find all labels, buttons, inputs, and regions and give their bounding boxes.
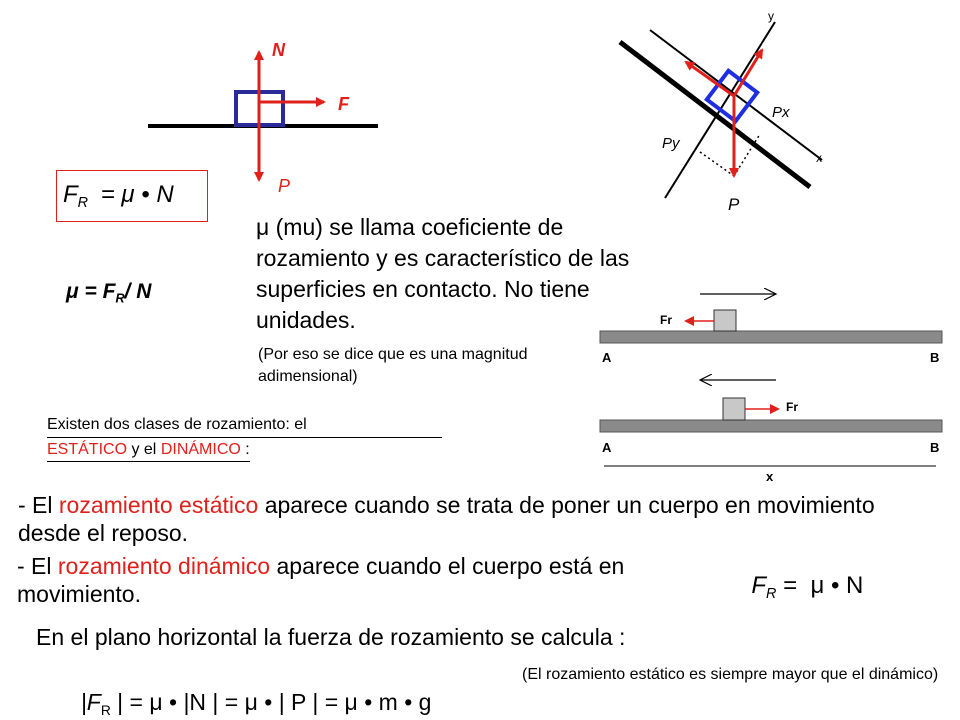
label-p2: P	[728, 195, 740, 214]
friction-types-intro: Existen dos clases de rozamiento: el ESTÁTICO y el DINÁMICO :	[47, 413, 442, 462]
lower-b-label: B	[930, 440, 940, 455]
label-x: x	[816, 151, 822, 165]
upper-a-label: A	[602, 350, 612, 365]
label-px: Px	[772, 104, 790, 121]
label-p: P	[278, 176, 291, 196]
upper-fr-label: Fr	[660, 313, 672, 327]
friction-formula-box: $F_R = \mu$ • N	[56, 170, 208, 222]
mu-formula: $\mu = F_R/$ N	[66, 280, 152, 306]
lower-block	[723, 398, 745, 420]
lower-bar	[600, 420, 942, 432]
horizontal-friction-formula: $|F_R$ | = μ • |N | = μ • | P | = μ • m • g	[80, 689, 432, 718]
px-arrow	[686, 62, 734, 96]
label-py: Py	[662, 135, 680, 152]
friction-formula-right: $F_R = \mu$ • N	[751, 572, 864, 603]
label-n: N	[272, 40, 285, 60]
py-arrow	[734, 50, 762, 96]
upper-block	[714, 310, 736, 331]
mu-description: μ (mu) se llama coeficiente de rozamiento y es característico de las superficies en contacto. No tiene unidades.	[256, 214, 630, 333]
dynamic-friction-text: - El rozamiento dinámico aparece cuando el cuerpo está en movimiento.	[17, 553, 631, 607]
lower-a-label: A	[602, 440, 612, 455]
x-dimension-label: x	[766, 469, 774, 484]
label-y: y	[768, 9, 774, 23]
friction-direction-diagram	[590, 280, 950, 490]
inclined-plane-diagram	[610, 0, 840, 220]
upper-b-label: B	[930, 350, 940, 365]
upper-bar	[600, 331, 942, 343]
horizontal-plane-title: En el plano horizontal la fuerza de rozamiento se calcula :	[36, 624, 626, 650]
adimensional-note: (Por eso se dice que es una magnitud adimensional)	[258, 346, 528, 385]
label-f: F	[338, 94, 349, 114]
static-vs-dynamic-note: (El rozamiento estático es siempre mayor que el dinámico)	[522, 666, 939, 683]
static-friction-text: - El rozamiento estático aparece cuando se trata de poner un cuerpo en movimiento desde el reposo.	[18, 492, 888, 546]
lower-fr-label: Fr	[786, 400, 798, 414]
